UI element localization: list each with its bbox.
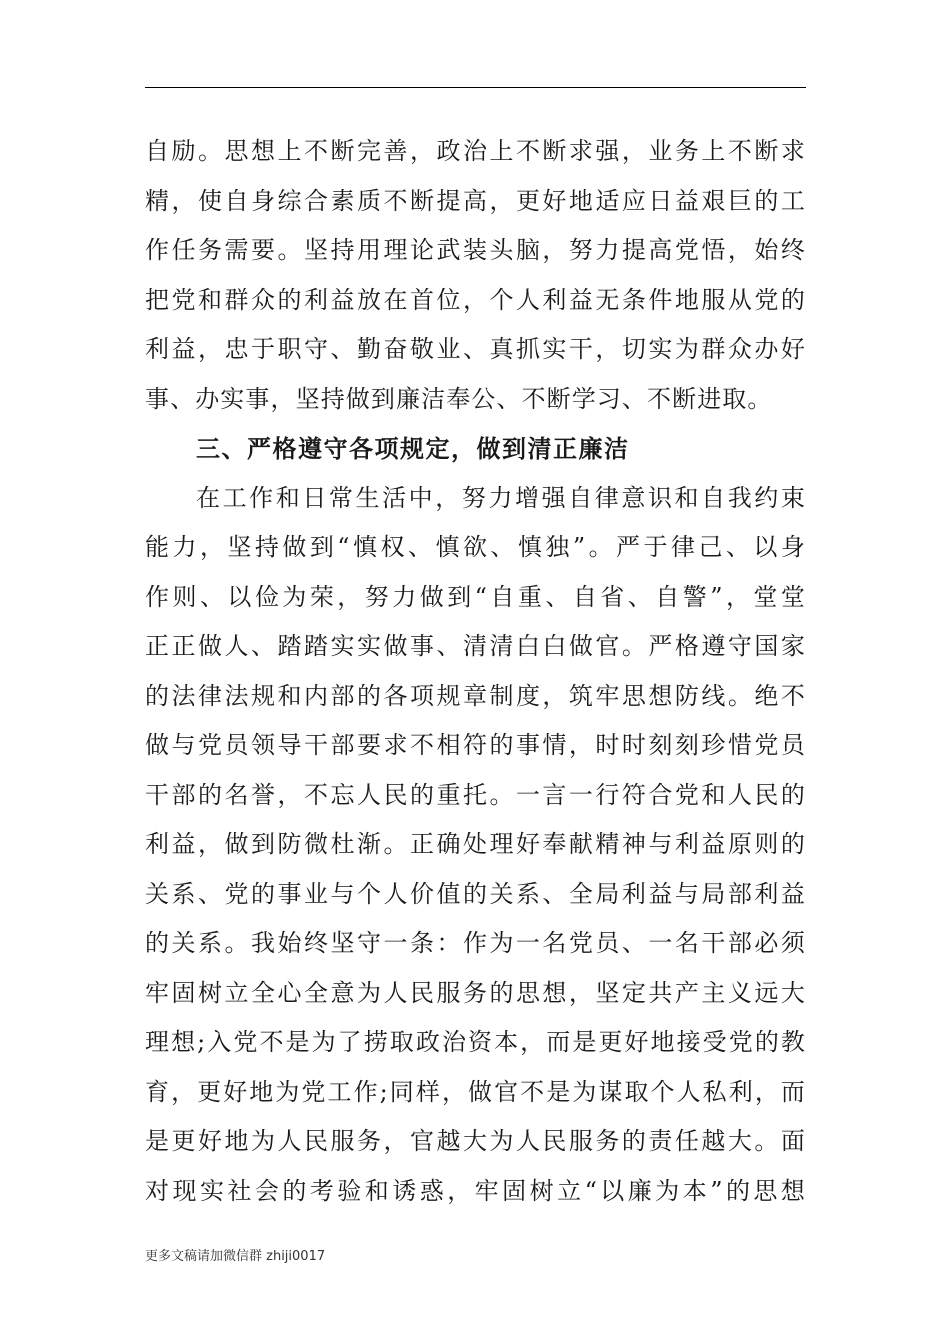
body-line: 在工作和日常生活中，努力增强自律意识和自我约束 xyxy=(196,483,806,512)
body-line: 正正做人、踏踏实实做事、清清白白做官。严格遵守国家 xyxy=(145,632,806,660)
header-rule xyxy=(145,87,806,88)
body-line: 的法律法规和内部的各项规章制度，筑牢思想防线。绝不 xyxy=(145,681,806,710)
section-heading: 三、严格遵守各项规定，做到清正廉洁 xyxy=(196,434,630,463)
body-line: 做与党员领导干部要求不相符的事情，时时刻刻珍惜党员 xyxy=(145,731,806,759)
body-line: 能力，坚持做到“慎权、慎欲、慎独”。严于律己、以身 xyxy=(145,533,806,561)
body-line: 作则、以俭为荣，努力做到“自重、自省、自警”，堂堂 xyxy=(145,582,806,611)
body-line: 的关系。我始终坚守一条：作为一名党员、一名干部必须 xyxy=(145,929,806,957)
body-line: 精，使自身综合素质不断提高，更好地适应日益艰巨的工 xyxy=(145,186,806,215)
body-line: 理想;入党不是为了捞取政治资本，而是更好地接受党的教 xyxy=(145,1028,806,1056)
body-line: 是更好地为人民服务，官越大为人民服务的责任越大。面 xyxy=(145,1127,806,1155)
body-line: 把党和群众的利益放在首位，个人利益无条件地服从党的 xyxy=(145,285,806,314)
body-line: 关系、党的事业与个人价值的关系、全局利益与局部利益 xyxy=(145,879,806,908)
body-line: 育，更好地为党工作;同样，做官不是为谋取个人私利，而 xyxy=(145,1077,806,1106)
body-line: 利益，忠于职守、勤奋敬业、真抓实干，切实为群众办好 xyxy=(145,335,806,363)
body-line: 作任务需要。坚持用理论武装头脑，努力提高党悟，始终 xyxy=(145,236,806,264)
page-footer: 更多文稿请加微信群 zhiji0017 xyxy=(145,1249,326,1264)
body-line: 自励。思想上不断完善，政治上不断求强，业务上不断求 xyxy=(145,137,806,165)
body-line: 对现实社会的考验和诱惑，牢固树立“以廉为本”的思想 xyxy=(145,1176,806,1205)
body-line: 干部的名誉，不忘人民的重托。一言一行符合党和人民的 xyxy=(145,780,806,809)
body-line: 事、办实事，坚持做到廉洁奉公、不断学习、不断进取。 xyxy=(145,384,773,413)
document-body xyxy=(145,127,806,1216)
body-line: 牢固树立全心全意为人民服务的思想，坚定共产主义远大 xyxy=(145,978,806,1007)
body-line: 利益，做到防微杜渐。正确处理好奉献精神与利益原则的 xyxy=(145,830,806,858)
